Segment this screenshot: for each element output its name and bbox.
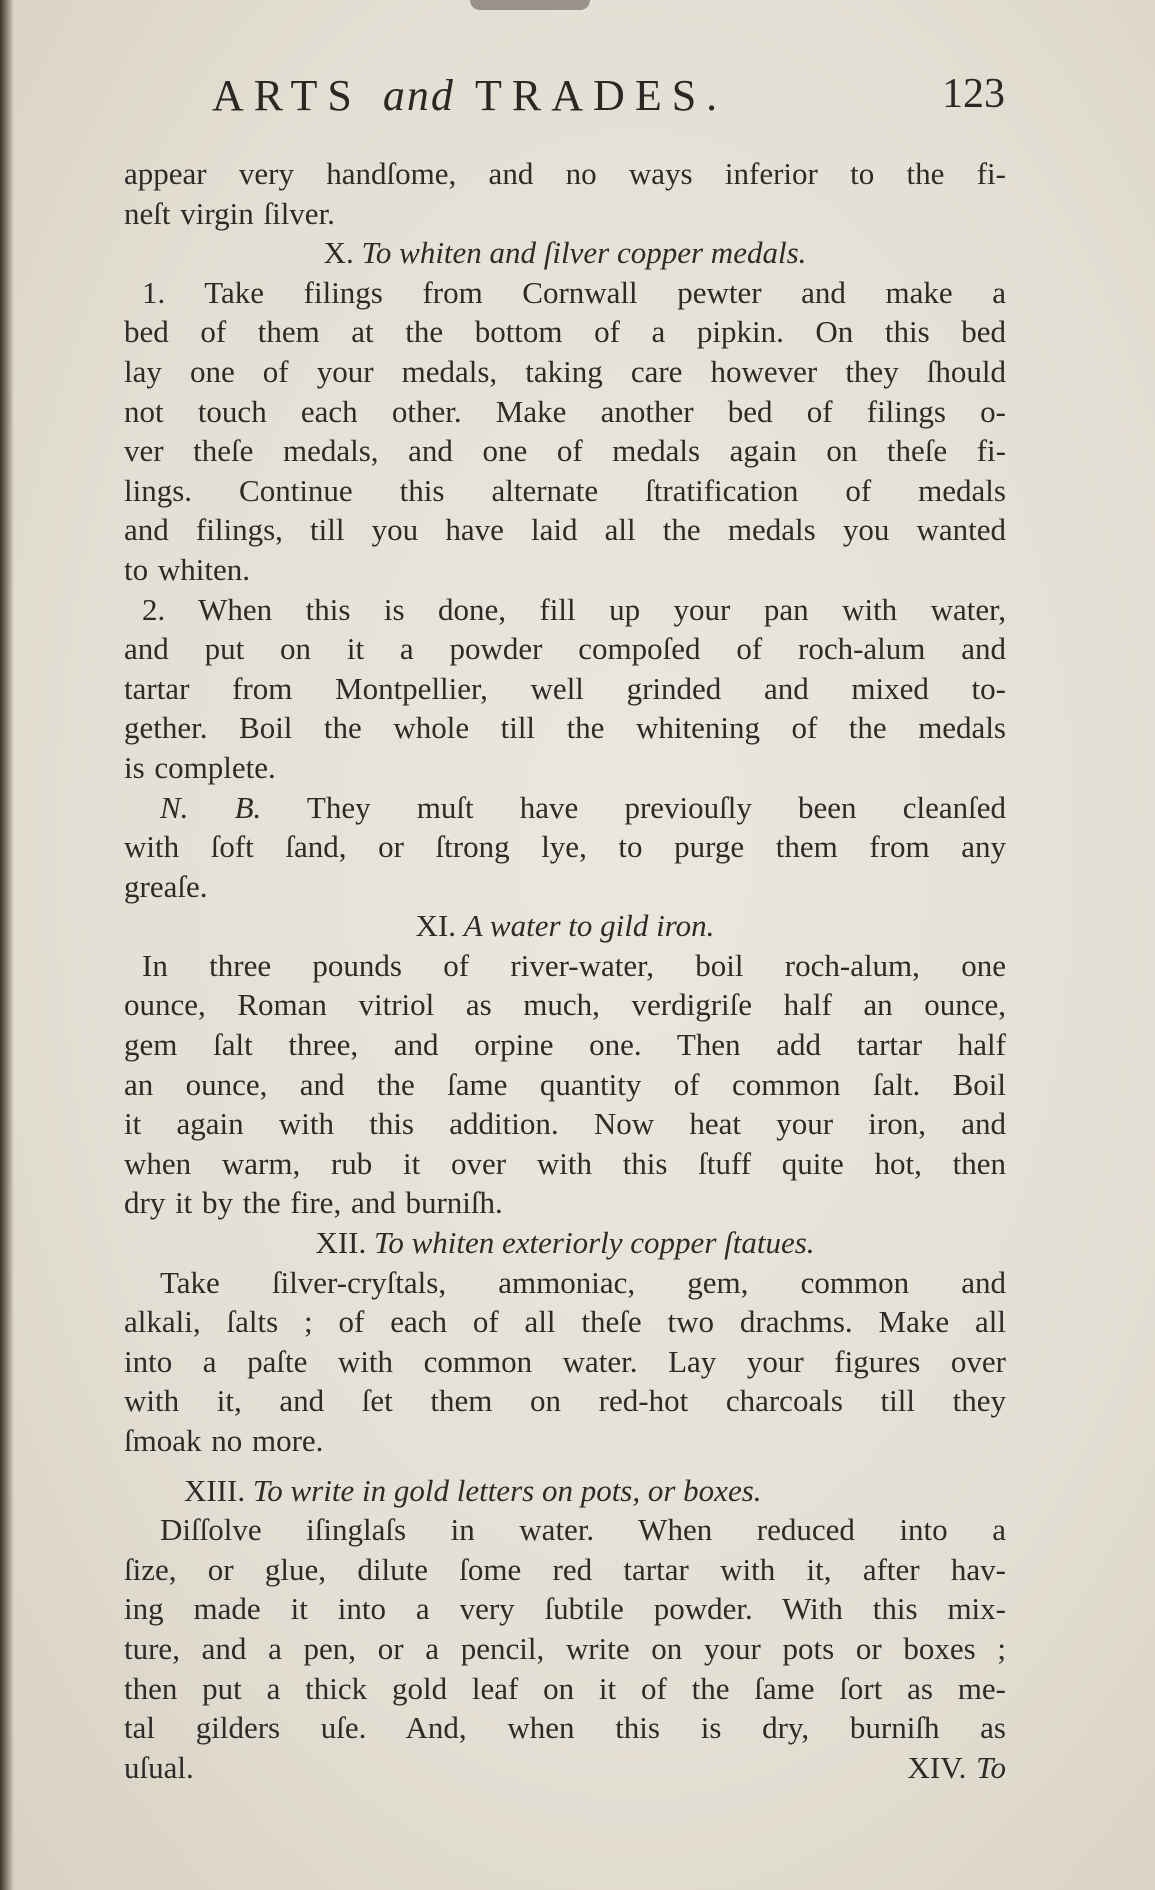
paragraph-line: 1. Take filings from Cornwall pewter and make a [142, 274, 1006, 310]
running-title-arts: ARTS [212, 71, 362, 120]
paragraph-line: it again with this addition. Now heat your iron, and [124, 1106, 1006, 1142]
section-title: To whiten and ſilver copper medals. [361, 235, 807, 271]
running-title-trades: TRADES. [475, 71, 728, 120]
section-title: A water to gild iron. [463, 908, 715, 944]
running-title [212, 70, 727, 121]
section-number: X. [323, 235, 354, 271]
paragraph-line: ing made it into a very ſubtile powder. With this mix- [124, 1591, 1006, 1627]
section-heading-xi [124, 906, 1006, 946]
note-line: with ſoft ſand, or ſtrong lye, to purge them from any [124, 829, 1006, 865]
paragraph-line: Diſſolve iſinglaſs in water. When reduced into a [160, 1512, 1006, 1548]
paragraph-line: lings. Continue this alternate ſtratification of medals [124, 472, 1006, 508]
note-text: They muſt have previouſly been cleanſed [261, 789, 1006, 825]
paragraph-line: and put on it a powder compoſed of roch-alum and [124, 631, 1006, 667]
page-smudge [470, 0, 590, 10]
paragraph-line: alkali, ſalts ; of each of all theſe two drachms. Make all [124, 1304, 1006, 1340]
paragraph-line: tal gilders uſe. And, when this is dry, burniſh as [124, 1710, 1006, 1746]
note-abbreviation: N. B. [160, 789, 262, 825]
paragraph-line: then put a thick gold leaf on it of the ſame ſort as me- [124, 1670, 1006, 1706]
paragraph-line: tartar from Montpellier, well grinded and mixed to- [124, 670, 1006, 706]
paragraph-line [124, 1748, 1006, 1788]
paragraph-line: ſize, or glue, dilute ſome red tartar with it, after hav- [124, 1551, 1006, 1587]
section-heading-x [124, 233, 1006, 273]
section-heading-xiii [124, 1471, 1006, 1511]
paragraph-line: dry it by the fire, and burniſh. [124, 1185, 503, 1221]
paragraph-line: ture, and a pen, or a pencil, write on your pots or boxes ; [124, 1630, 1006, 1666]
note-line [124, 788, 1006, 828]
paragraph-line: lay one of your medals, taking care however they ſhould [124, 353, 1006, 389]
paragraph-line: ounce, Roman vitriol as much, verdigriſe half an ounce, [124, 987, 1006, 1023]
paragraph-line: with it, and ſet them on red-hot charcoals till they [124, 1383, 1006, 1419]
running-head [120, 70, 1005, 130]
catchword [907, 1748, 1006, 1788]
paragraph-line: gem ſalt three, and orpine one. Then add tartar half [124, 1027, 1006, 1063]
spacer [124, 1461, 1006, 1471]
paragraph-line: when warm, rub it over with this ſtuff quite hot, then [124, 1145, 1006, 1181]
section-number: XIII. [184, 1472, 246, 1508]
running-title-and: and [382, 71, 455, 120]
page-number: 123 [942, 71, 1005, 117]
paragraph-line: ſmoak no more. [124, 1423, 324, 1458]
paragraph-line: to whiten. [124, 551, 250, 587]
paragraph-line: bed of them at the bottom of a pipkin. On this bed [124, 314, 1006, 350]
catchword-number: XIV. [907, 1749, 967, 1785]
section-heading-xii [124, 1223, 1006, 1263]
paragraph-line: not touch each other. Make another bed of filings o- [124, 393, 1006, 429]
paragraph-line: is complete. [124, 749, 276, 785]
intro-line: appear very handſome, and no ways inferior to the fi- [124, 156, 1006, 191]
paragraph-line: an ounce, and the ſame quantity of common ſalt. Boil [124, 1066, 1006, 1102]
spine-shadow [0, 0, 14, 1890]
paragraph-line: gether. Boil the whole till the whitening of the medals [124, 710, 1006, 746]
section-title: To write in gold letters on pots, or boxes. [252, 1472, 762, 1508]
paragraph-text: uſual. [124, 1749, 194, 1785]
body-text [124, 154, 1006, 1787]
paragraph-line: 2. When this is done, fill up your pan with water, [142, 591, 1006, 627]
section-number: XI. [415, 908, 457, 944]
paragraph-line: ver theſe medals, and one of medals again on theſe fi- [124, 433, 1006, 469]
intro-line: neſt virgin ſilver. [124, 195, 335, 231]
section-number: XII. [315, 1225, 367, 1261]
paragraph-line: and filings, till you have laid all the medals you wanted [124, 512, 1006, 548]
section-title: To whiten exteriorly copper ſtatues. [373, 1225, 815, 1261]
paragraph-line: Take ſilver-cryſtals, ammoniac, gem, common and [160, 1264, 1006, 1300]
note-line: greaſe. [124, 868, 208, 904]
paragraph-line: into a paſte with common water. Lay your figures over [124, 1343, 1006, 1379]
paragraph-line: In three pounds of river-water, boil roch-alum, one [142, 947, 1006, 983]
catchword-word: To [976, 1749, 1006, 1785]
